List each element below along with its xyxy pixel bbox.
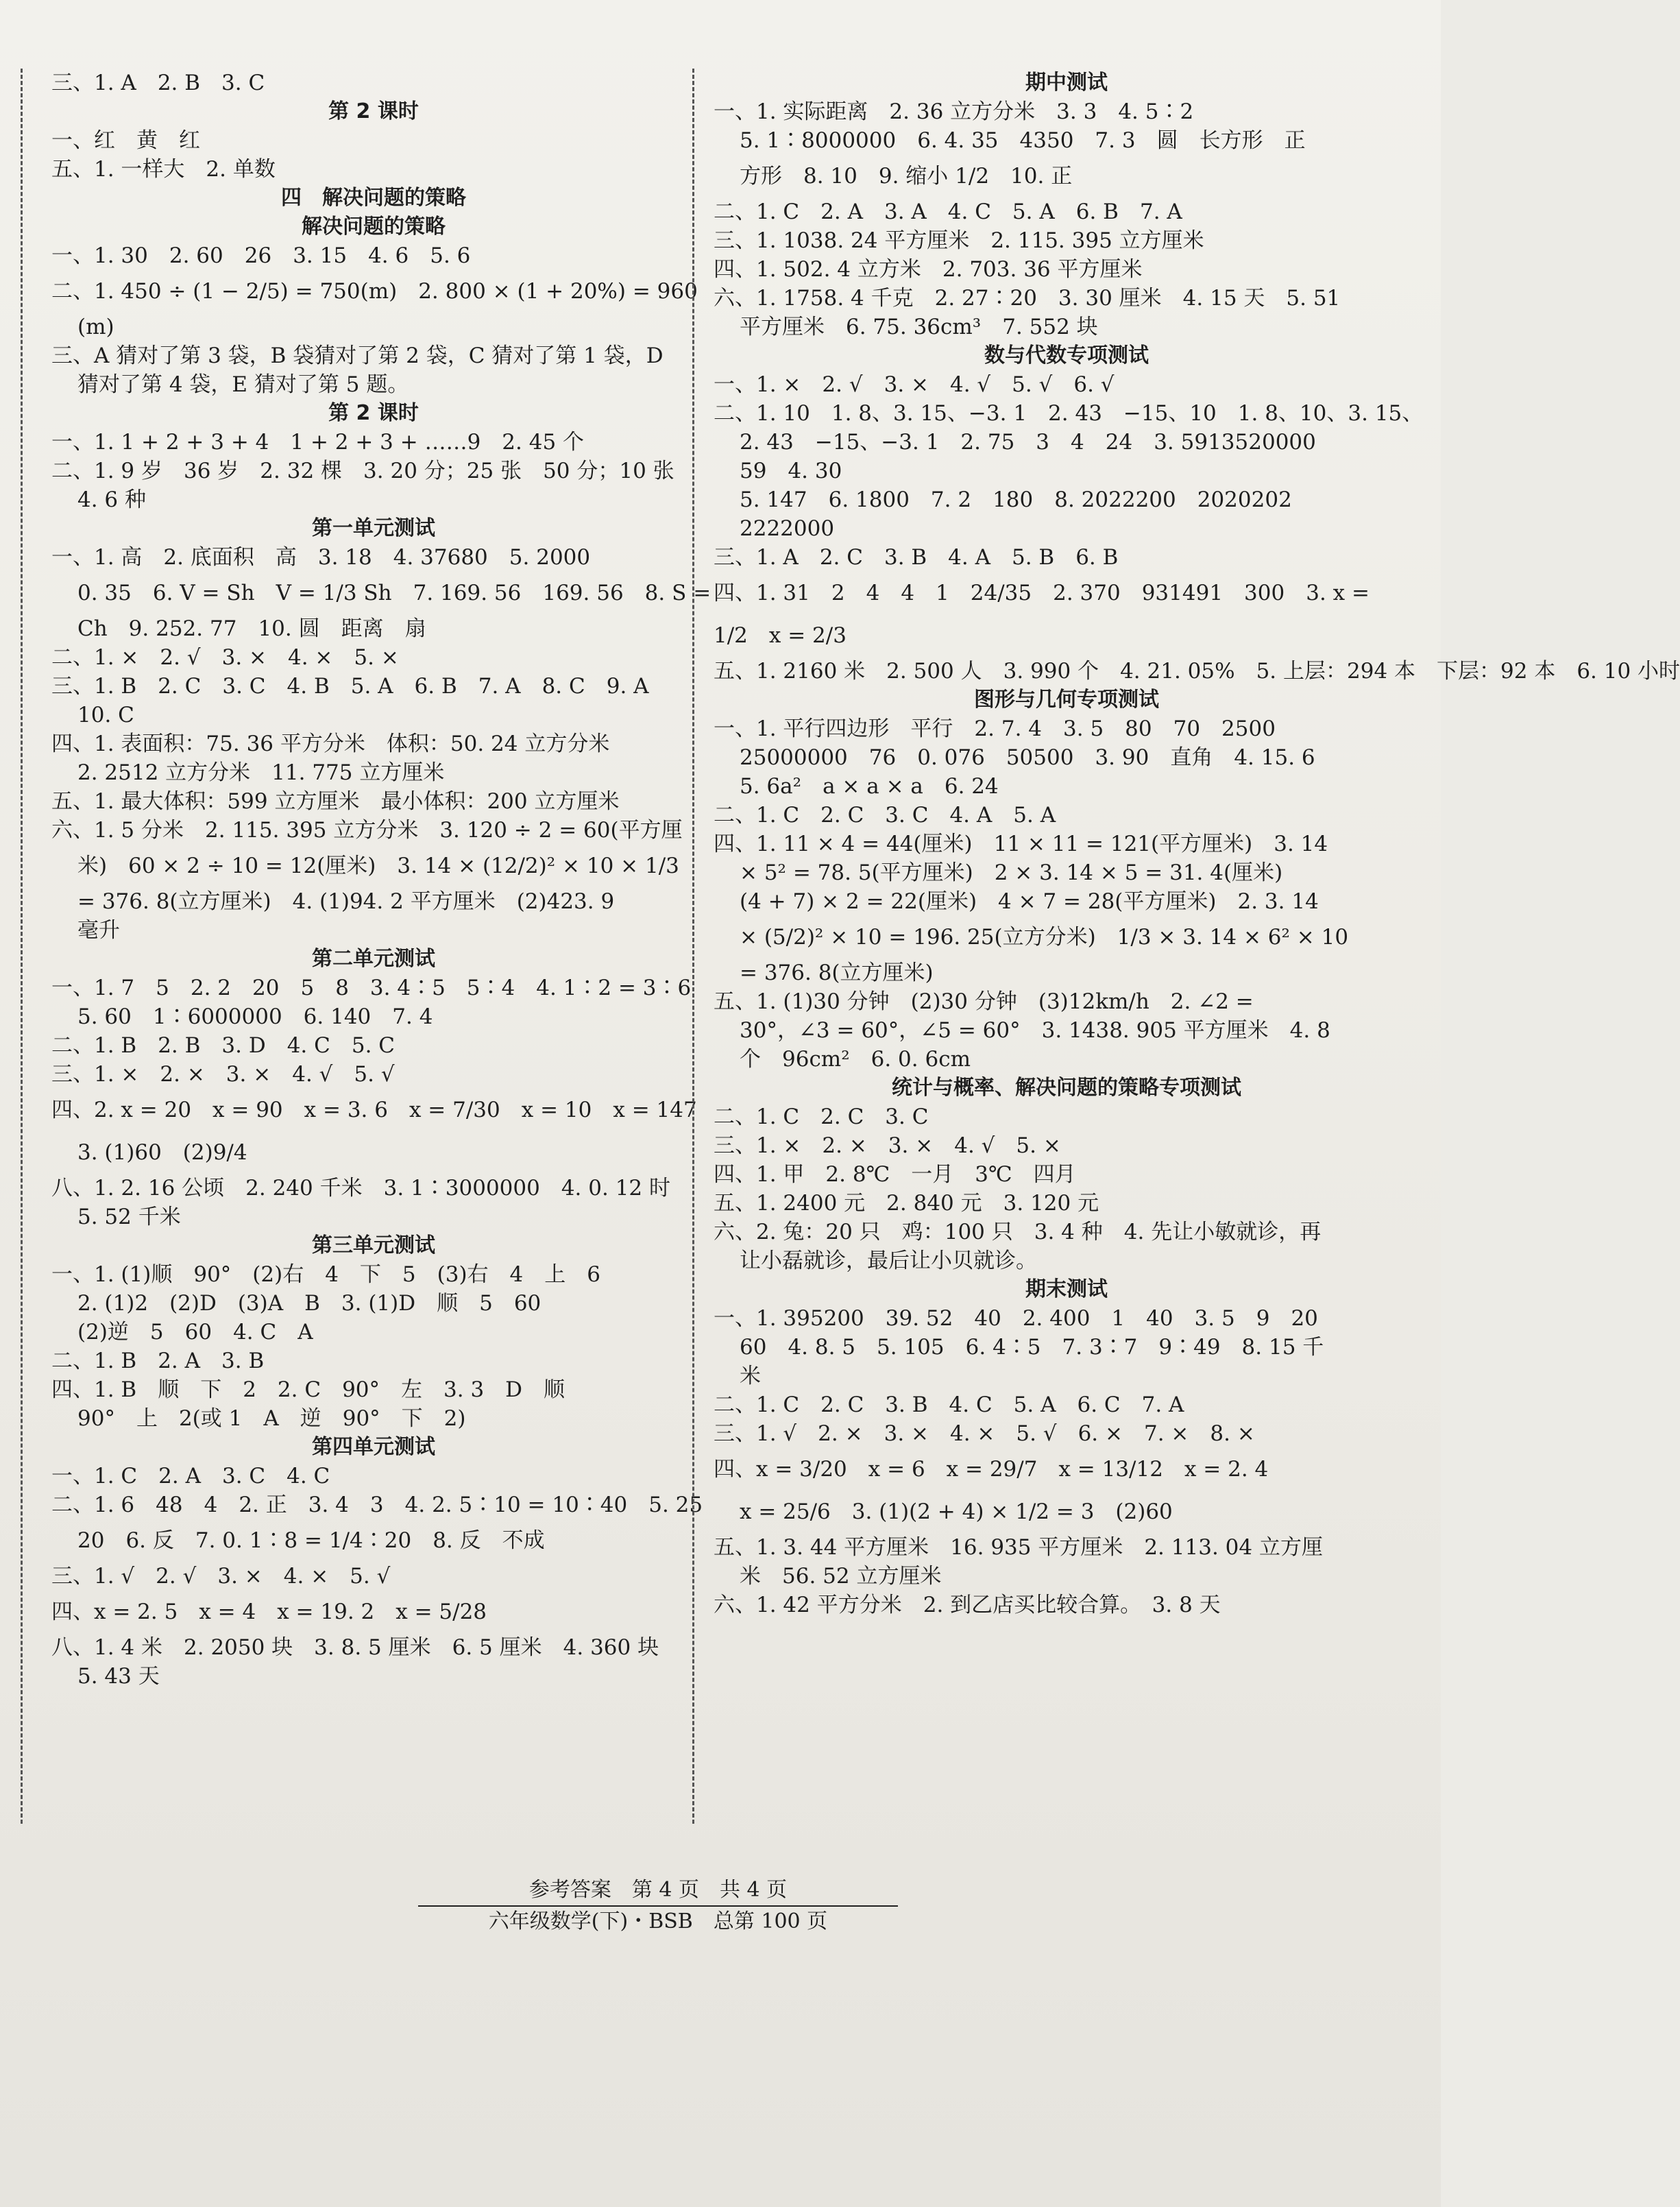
answer-line: 5. 52 千米 [77,1205,181,1229]
answer-line: (4 + 7) × 2 = 22(厘米) 4 × 7 = 28(平方厘米) 2. 3. 14 [740,889,1319,914]
section-title: 第二单元测试 [312,947,435,971]
section-title: 数与代数专项测试 [984,343,1149,367]
answer-line: 个 96cm² 6. 0. 6cm [740,1047,971,1072]
answer-line: 毫升 [77,918,120,943]
answer-line: 二、1. 450 ÷ (1 − 2/5) = 750(m) 2. 800 × (1 + 20%) = 960 [51,279,698,304]
answer-line: 二、1. B 2. A 3. B [51,1349,265,1373]
answer-line: 四、1. 表面积：75. 36 平方分米 体积：50. 24 立方分米 [51,732,610,756]
answer-line: 4. 6 种 [77,487,147,512]
answer-line: 一、1. 平行四边形 平行 2. 7. 4 3. 5 80 70 2500 [714,716,1276,741]
answer-line: 二、1. C 2. C 3. C 4. A 5. A [714,803,1056,828]
answer-line: 一、1. 7 5 2. 2 20 5 8 3. 4∶5 5∶4 4. 1∶2 = 3∶6 [51,976,692,1000]
answer-line: 三、1. × 2. × 3. × 4. √ 5. √ [51,1062,395,1087]
answer-line: 一、红 黄 红 [51,128,200,153]
answer-line: 一、1. C 2. A 3. C 4. C [51,1464,330,1488]
answer-line: (m) [77,315,114,339]
answer-line: 二、1. C 2. C 3. B 4. C 5. A 6. C 7. A [714,1392,1184,1417]
answer-line: 四、x = 2. 5 x = 4 x = 19. 2 x = 5/28 [51,1600,487,1624]
answer-line: 平方厘米 6. 75. 36cm³ 7. 552 块 [740,315,1098,339]
answer-line: 八、1. 2. 16 公顷 2. 240 千米 3. 1∶3000000 4. 0. 12 时 [51,1176,670,1201]
answer-line: 六、1. 42 平方分米 2. 到乙店买比较合算。 3. 8 天 [714,1593,1221,1617]
section-title: 解决问题的策略 [302,215,446,239]
answer-line: 五、1. 2400 元 2. 840 元 3. 120 元 [714,1191,1099,1216]
section-title: 第 2 课时 [328,99,419,123]
answer-line: 四、1. 11 × 4 = 44(厘米) 11 × 11 = 121(平方厘米) 3. 14 [714,832,1328,856]
answer-line: 五、1. 一样大 2. 单数 [51,157,276,182]
section-title: 四 解决问题的策略 [281,186,466,210]
answer-line: 五、1. 3. 44 平方厘米 16. 935 平方厘米 2. 113. 04 立方厘 [714,1535,1323,1560]
answer-line: 三、1. √ 2. √ 3. × 4. × 5. √ [51,1564,391,1589]
answer-line: 2. (1)2 (2)D (3)A B 3. (1)D 顺 5 60 [77,1291,541,1316]
answer-line: 2222000 [740,516,835,541]
answer-line: 0. 35 6. V = Sh V = 1/3 Sh 7. 169. 56 169. 56 8. S = [77,581,711,605]
answer-line: 90° 上 2(或 1 A 逆 90° 下 2) [77,1406,466,1431]
right-column [692,69,1680,1824]
page-footer [411,1875,905,1937]
answer-line: 四、1. 502. 4 立方米 2. 703. 36 平方厘米 [714,257,1143,282]
answer-line: 五、1. (1)30 分钟 (2)30 分钟 (3)12km/h 2. ∠2 = [714,989,1254,1014]
answer-line: 二、1. B 2. B 3. D 4. C 5. C [51,1033,395,1058]
answer-line: 一、1. × 2. √ 3. × 4. √ 5. √ 6. √ [714,372,1115,397]
answer-line: 一、1. 395200 39. 52 40 2. 400 1 40 3. 5 9 20 [714,1306,1318,1331]
answer-line: 四、2. x = 20 x = 90 x = 3. 6 x = 7/30 x = 10 x = 147 [51,1098,697,1122]
answer-line: 5. 60 1∶6000000 6. 140 7. 4 [77,1004,433,1029]
section-title: 第一单元测试 [312,516,435,540]
section-title: 图形与几何专项测试 [974,688,1159,712]
answer-line: 二、1. C 2. C 3. C [714,1105,929,1129]
answer-line: 让小磊就诊，最后让小贝就诊。 [740,1249,1037,1273]
answer-line: 1/2 x = 2/3 [714,623,847,648]
answer-line: Ch 9. 252. 77 10. 圆 距离 扇 [77,616,426,641]
answer-line: 米) 60 × 2 ÷ 10 = 12(厘米) 3. 14 × (12/2)² × 10 × 1/3 [77,854,679,878]
answer-line: 二、1. × 2. √ 3. × 4. × 5. × [51,645,399,670]
section-title: 期末测试 [1025,1277,1108,1301]
answer-line: 二、1. 10 1. 8、3. 15、−3. 1 2. 43 −15、10 1. 8、10、3. 15、 [714,401,1424,426]
answer-line: 三、1. × 2. × 3. × 4. √ 5. × [714,1133,1061,1158]
answer-line: x = 25/6 3. (1)(2 + 4) × 1/2 = 3 (2)60 [740,1499,1173,1524]
section-title: 统计与概率、解决问题的策略专项测试 [892,1076,1241,1100]
answer-line: 四、1. 31 2 4 4 1 24/35 2. 370 931491 300 3. x = [714,581,1369,605]
answer-line: 四、1. 甲 2. 8℃ 一月 3℃ 四月 [714,1162,1076,1187]
answer-line: = 376. 8(立方厘米) [740,961,934,985]
section-title: 第 2 课时 [328,401,419,425]
answer-line: 60 4. 8. 5 5. 105 6. 4∶5 7. 3∶7 9∶49 8. 15 千 [740,1335,1324,1360]
answer-line: 二、1. 9 岁 36 岁 2. 32 棵 3. 20 分；25 张 50 分；10 张 [51,459,674,483]
answer-line: 二、1. C 2. A 3. A 4. C 5. A 6. B 7. A [714,200,1182,224]
answer-line: 三、1. 1038. 24 平方厘米 2. 115. 395 立方厘米 [714,228,1204,253]
answer-line: 5. 6a² a × a × a 6. 24 [740,774,999,799]
footer-page-info: 参考答案 第 4 页 共 4 页 [528,1878,788,1902]
answer-line: 2. 43 −15、−3. 1 2. 75 3 4 24 3. 5913520000 [740,430,1316,455]
answer-line: 20 6. 反 7. 0. 1∶8 = 1/4∶20 8. 反 不成 [77,1528,545,1553]
section-title: 期中测试 [1025,71,1108,95]
answer-line: 59 4. 30 [740,459,842,483]
footer-book-info: 六年级数学(下)・BSB 总第 100 页 [488,1909,828,1933]
answer-line: 30°，∠3 = 60°，∠5 = 60° 3. 1438. 905 平方厘米 4. 8 [740,1018,1330,1043]
answer-line: 五、1. 2160 米 2. 500 人 3. 990 个 4. 21. 05% 5. 上层：294 本 下层：92 本 6. 10 小时 [714,659,1680,684]
answer-line: = 376. 8(立方厘米) 4. (1)94. 2 平方厘米 (2)423. 9 [77,889,615,914]
answer-line: 六、1. 1758. 4 千克 2. 27∶20 3. 30 厘米 4. 15 天 5. 51 [714,286,1341,311]
answer-line: 一、1. 1 + 2 + 3 + 4 1 + 2 + 3 + ……9 2. 45 个 [51,430,585,455]
left-column [21,69,711,1824]
answer-line: 一、1. 实际距离 2. 36 立方分米 3. 3 4. 5∶2 [714,99,1194,124]
answer-line: 猜对了第 4 袋，E 猜对了第 5 题。 [77,372,409,397]
answer-line: 米 56. 52 立方厘米 [740,1564,942,1589]
answer-line: 米 [740,1364,761,1388]
answer-line: 2. 2512 立方分米 11. 775 立方厘米 [77,760,445,785]
answer-line: 四、1. B 顺 下 2 2. C 90° 左 3. 3 D 顺 [51,1377,565,1402]
answer-line: (2)逆 5 60 4. C A [77,1320,313,1344]
answer-line: 三、1. √ 2. × 3. × 4. × 5. √ 6. × 7. × 8. × [714,1421,1255,1446]
answer-line: 三、1. B 2. C 3. C 4. B 5. A 6. B 7. A 8. C 9. A [51,674,649,699]
answer-line: 三、1. A 2. C 3. B 4. A 5. B 6. B [714,545,1119,570]
section-title: 第四单元测试 [312,1435,435,1459]
answer-line: × (5/2)² × 10 = 196. 25(立方分米) 1/3 × 3. 14 × 6² × 10 [740,925,1349,950]
answer-line: 二、1. 6 48 4 2. 正 3. 4 3 4. 2. 5∶10 = 10∶40 5. 25 [51,1493,703,1517]
answer-line: 3. (1)60 (2)9/4 [77,1140,247,1165]
answer-line: 三、A 猜对了第 3 袋，B 袋猜对了第 2 袋，C 猜对了第 1 袋，D [51,343,664,368]
answer-line: 方形 8. 10 9. 缩小 1/2 10. 正 [740,164,1073,189]
answer-line: 一、1. (1)顺 90° (2)右 4 下 5 (3)右 4 上 6 [51,1262,601,1287]
answer-line: 八、1. 4 米 2. 2050 块 3. 8. 5 厘米 6. 5 厘米 4. 360 块 [51,1635,659,1660]
answer-line: × 5² = 78. 5(平方厘米) 2 × 3. 14 × 5 = 31. 4(厘米) [740,860,1283,885]
answer-line: 五、1. 最大体积：599 立方厘米 最小体积：200 立方厘米 [51,789,620,814]
answer-line: 5. 147 6. 1800 7. 2 180 8. 2022200 2020202 [740,487,1292,512]
answer-line: 5. 43 天 [77,1664,160,1689]
answer-line: 一、1. 30 2. 60 26 3. 15 4. 6 5. 6 [51,243,471,268]
answer-line: 10. C [77,703,134,727]
answer-line: 六、2. 兔：20 只 鸡：100 只 3. 4 种 4. 先让小敏就诊，再 [714,1220,1322,1244]
answer-line: 25000000 76 0. 076 50500 3. 90 直角 4. 15. 6 [740,745,1315,770]
answer-line: 5. 1∶8000000 6. 4. 35 4350 7. 3 圆 长方形 正 [740,128,1306,153]
answer-line: 四、x = 3/20 x = 6 x = 29/7 x = 13/12 x = 2. 4 [714,1457,1269,1482]
answer-line: 一、1. 高 2. 底面积 高 3. 18 4. 37680 5. 2000 [51,545,591,570]
answer-line: 六、1. 5 分米 2. 115. 395 立方分米 3. 120 ÷ 2 = 60(平方厘 [51,818,683,843]
answer-line: 三、1. A 2. B 3. C [51,71,265,95]
section-title: 第三单元测试 [312,1233,435,1257]
